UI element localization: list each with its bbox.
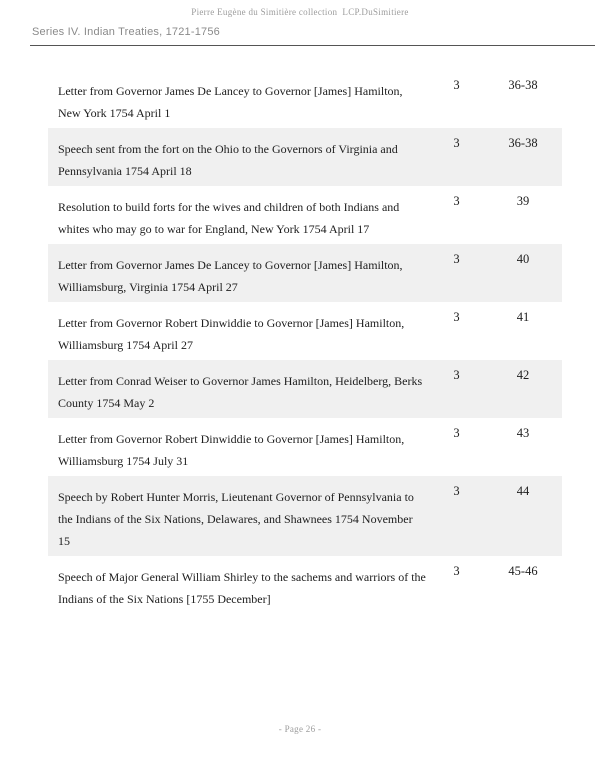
series-title: Series IV. Indian Treaties, 1721-1756	[32, 26, 221, 38]
entry-description: Speech by Robert Hunter Morris, Lieutenant Governor of Pennsylvania to the Indians of the Six Nations, Delawares, and Shawnees 1754 November 15	[58, 490, 414, 548]
page-number-footer: - Page 26 -	[278, 724, 322, 734]
entry-box-number: 3	[453, 136, 460, 150]
collection-header: Pierre Eugène du Simitière collection LCP.DuSimitiere	[191, 7, 409, 17]
entry-description: Letter from Governor Robert Dinwiddie to Governor [James] Hamilton, Williamsburg 1754 April 27	[58, 316, 405, 352]
entry-description: Letter from Governor James De Lancey to Governor [James] Hamilton, Williamsburg, Virginia 1754 April 27	[58, 258, 403, 294]
entry-box-number: 3	[453, 194, 460, 208]
entry-box-number: 3	[453, 484, 460, 498]
table-row	[48, 70, 562, 128]
table-row	[48, 186, 562, 244]
entry-description: Letter from Governor Robert Dinwiddie to Governor [James] Hamilton, Williamsburg 1754 July 31	[58, 432, 405, 468]
entry-description: Speech of Major General William Shirley to the sachems and warriors of the Indians of the Six Nations [1755 December]	[58, 570, 426, 606]
entry-box-number: 3	[453, 310, 460, 324]
entry-page-range: 41	[516, 310, 530, 324]
entry-box-number: 3	[453, 564, 460, 578]
entry-page-range: 44	[516, 484, 530, 498]
table-row	[48, 418, 562, 476]
entry-box-number: 3	[453, 78, 460, 92]
entry-page-range: 45-46	[508, 564, 538, 578]
entry-page-range: 36-38	[508, 136, 538, 150]
entries-table	[48, 70, 562, 614]
entry-page-range: 36-38	[508, 78, 538, 92]
entry-description: Speech sent from the fort on the Ohio to the Governors of Virginia and Pennsylvania 1754 April 18	[58, 142, 398, 178]
table-row	[48, 302, 562, 360]
table-row	[48, 244, 562, 302]
entry-box-number: 3	[453, 368, 460, 382]
entry-page-range: 39	[516, 194, 530, 208]
entry-page-range: 43	[516, 426, 530, 440]
entry-page-range: 42	[516, 368, 530, 382]
table-row	[48, 128, 562, 186]
entry-description: Letter from Conrad Weiser to Governor James Hamilton, Heidelberg, Berks County 1754 May 2	[58, 374, 423, 410]
entry-box-number: 3	[453, 426, 460, 440]
entry-description: Resolution to build forts for the wives and children of both Indians and whites who may go to war for England, New York 1754 April 17	[58, 200, 400, 236]
header-rule	[30, 45, 595, 46]
table-row	[48, 360, 562, 418]
entry-description: Letter from Governor James De Lancey to Governor [James] Hamilton, New York 1754 April 1	[58, 84, 403, 120]
table-row	[48, 556, 562, 614]
table-row	[48, 476, 562, 556]
entry-box-number: 3	[453, 252, 460, 266]
entry-page-range: 40	[516, 252, 530, 266]
